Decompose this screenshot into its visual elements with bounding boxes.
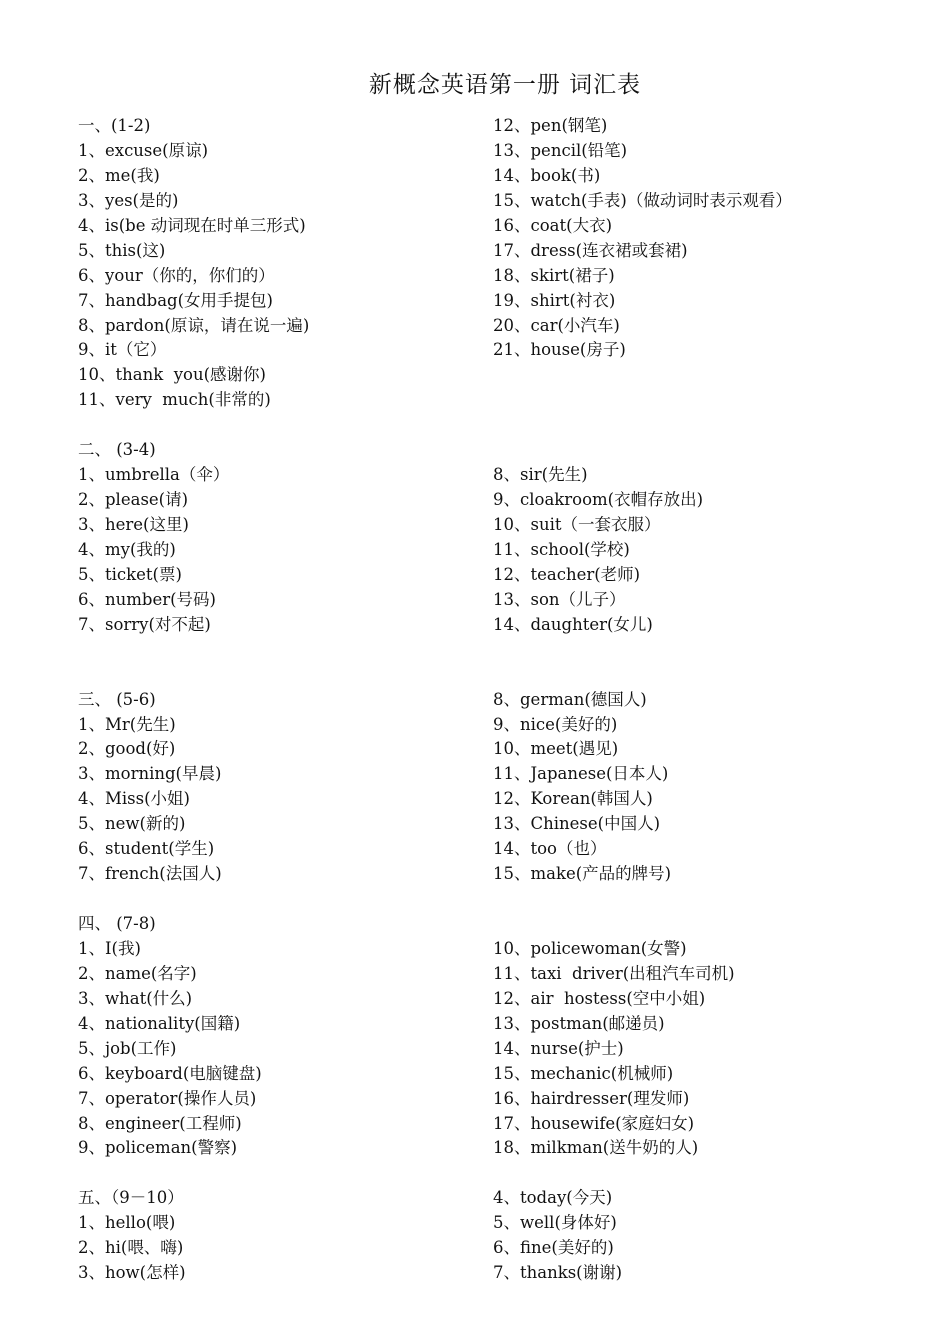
vocab-line: 8、engineer(工程师): [78, 1113, 242, 1133]
vocab-line: [493, 363, 933, 388]
vocab-line: 2、hi(喂、嗨): [78, 1238, 184, 1258]
vocab-line: 7、operator(操作人员): [78, 1088, 257, 1108]
vocab-line: 14、too（也）: [493, 839, 607, 859]
vocab-line: 17、housewife(家庭妇女): [493, 1113, 695, 1133]
vocab-line: 7、french(法国人): [78, 864, 222, 884]
vocab-line: 5、ticket(票): [78, 564, 182, 584]
vocab-line: 5、new(新的): [78, 814, 186, 834]
vocab-line: 16、hairdresser(理发师): [493, 1088, 690, 1108]
vocab-line: 五、（9－10）: [78, 1188, 184, 1208]
vocab-line: 10、meet(遇见): [493, 739, 619, 759]
vocab-line: 13、Chinese(中国人): [493, 814, 661, 834]
vocab-line: 7、sorry(对不起): [78, 614, 211, 634]
vocab-line: [493, 388, 933, 413]
vocab-line: 11、school(学校): [493, 539, 630, 559]
vocab-column-right: [493, 114, 933, 1286]
vocab-line: 15、make(产品的牌号): [493, 864, 672, 884]
vocab-line: 6、fine(美好的): [493, 1238, 614, 1258]
vocab-line: 二、 (3-4): [78, 440, 156, 460]
vocab-line: 3、what(什么): [78, 988, 193, 1008]
vocab-column-left: [78, 114, 518, 1286]
vocab-line: [78, 887, 518, 912]
vocab-line: 四、 (7-8): [78, 914, 156, 933]
vocab-line: 1、excuse(原谅): [78, 140, 209, 160]
vocab-line: 9、nice(美好的): [493, 714, 618, 734]
vocab-line: 16、coat(大衣): [493, 215, 613, 235]
vocab-line: 4、my(我的): [78, 539, 176, 559]
vocab-line: [493, 663, 933, 688]
vocab-line: 3、morning(早晨): [78, 764, 222, 784]
vocab-line: 12、Korean(韩国人): [493, 789, 653, 809]
vocab-line: 5、well(身体好): [493, 1213, 617, 1233]
vocab-line: 10、suit（一套衣服）: [493, 515, 661, 534]
page-title: 新概念英语第一册 词汇表: [368, 72, 642, 98]
vocab-line: [493, 887, 933, 912]
vocab-line: 一、(1-2): [78, 116, 151, 135]
vocab-line: [78, 638, 518, 663]
vocab-line: 2、please(请): [78, 490, 189, 510]
vocab-line: 14、book(书): [493, 165, 601, 185]
vocab-line: 1、I(我): [78, 938, 141, 958]
vocab-line: 三、 (5-6): [78, 689, 156, 709]
vocab-line: 5、this(这): [78, 240, 166, 260]
vocab-line: [493, 912, 933, 937]
vocab-line: 14、daughter(女儿): [493, 614, 653, 634]
vocab-line: 21、house(房子): [493, 340, 626, 360]
vocab-line: 2、good(好): [78, 739, 176, 759]
vocab-line: 18、milkman(送牛奶的人): [493, 1138, 699, 1158]
vocab-line: 7、thanks(谢谢): [493, 1263, 623, 1283]
vocab-line: 1、Mr(先生): [78, 714, 176, 734]
vocab-line: 19、shirt(衬衣): [493, 290, 616, 310]
vocab-line: [493, 413, 933, 438]
vocab-line: 8、pardon(原谅，请在说一遍): [78, 315, 310, 335]
vocab-line: 1、umbrella（伞）: [78, 465, 230, 485]
vocab-line: 15、mechanic(机械师): [493, 1063, 674, 1083]
vocab-line: 9、policeman(警察): [78, 1138, 238, 1158]
vocab-line: [78, 413, 518, 438]
vocab-line: 18、skirt(裙子): [493, 265, 615, 285]
vocab-line: 6、your（你的，你们的）: [78, 265, 275, 285]
vocab-line: 10、thank you(感谢你): [78, 365, 266, 385]
vocab-line: 6、student(学生): [78, 839, 215, 859]
vocab-line: 12、air hostess(空中小姐): [493, 988, 706, 1008]
vocab-line: 20、car(小汽车): [493, 315, 620, 335]
vocab-line: 14、nurse(护士): [493, 1038, 624, 1058]
vocab-line: 3、how(怎样): [78, 1263, 186, 1283]
vocab-line: 13、pencil(铅笔): [493, 140, 628, 160]
vocab-line: 10、policewoman(女警): [493, 938, 687, 958]
vocab-line: 13、postman(邮递员): [493, 1013, 665, 1033]
vocab-line: [78, 663, 518, 688]
vocab-line: 9、it（它）: [78, 340, 167, 360]
vocab-line: 6、number(号码): [78, 589, 216, 609]
vocab-line: 17、dress(连衣裙或套裙): [493, 240, 688, 260]
vocab-line: [493, 1161, 933, 1186]
vocab-line: 3、yes(是的): [78, 190, 179, 210]
vocab-line: 4、Miss(小姐): [78, 789, 190, 809]
vocab-line: 8、sir(先生): [493, 465, 588, 485]
vocab-line: 1、hello(喂): [78, 1213, 176, 1233]
vocab-line: 5、job(工作): [78, 1038, 177, 1058]
vocab-line: [493, 438, 933, 463]
vocab-line: 12、teacher(老师): [493, 564, 641, 584]
vocab-line: 15、watch(手表)（做动词时表示观看）: [493, 190, 792, 210]
vocab-line: 3、here(这里): [78, 515, 189, 534]
vocab-line: 11、taxi driver(出租汽车司机): [493, 963, 735, 983]
vocab-line: 9、cloakroom(衣帽存放出): [493, 490, 704, 510]
vocab-line: 12、pen(钢笔): [493, 116, 608, 135]
vocab-line: 13、son（儿子）: [493, 589, 626, 609]
vocab-line: 4、is(be 动词现在时单三形式): [78, 215, 306, 235]
vocab-line: 11、very much(非常的): [78, 390, 271, 410]
vocab-line: 6、keyboard(电脑键盘): [78, 1063, 262, 1083]
vocab-line: 4、nationality(国籍): [78, 1013, 241, 1033]
vocab-line: 11、Japanese(日本人): [493, 764, 669, 784]
vocab-line: [78, 1161, 518, 1186]
vocab-line: 2、me(我): [78, 165, 160, 185]
vocab-line: 4、today(今天): [493, 1188, 613, 1208]
vocab-line: 2、name(名字): [78, 963, 197, 983]
vocab-line: 7、handbag(女用手提包): [78, 290, 273, 310]
vocab-line: 8、german(德国人): [493, 689, 647, 709]
vocab-line: [493, 638, 933, 663]
